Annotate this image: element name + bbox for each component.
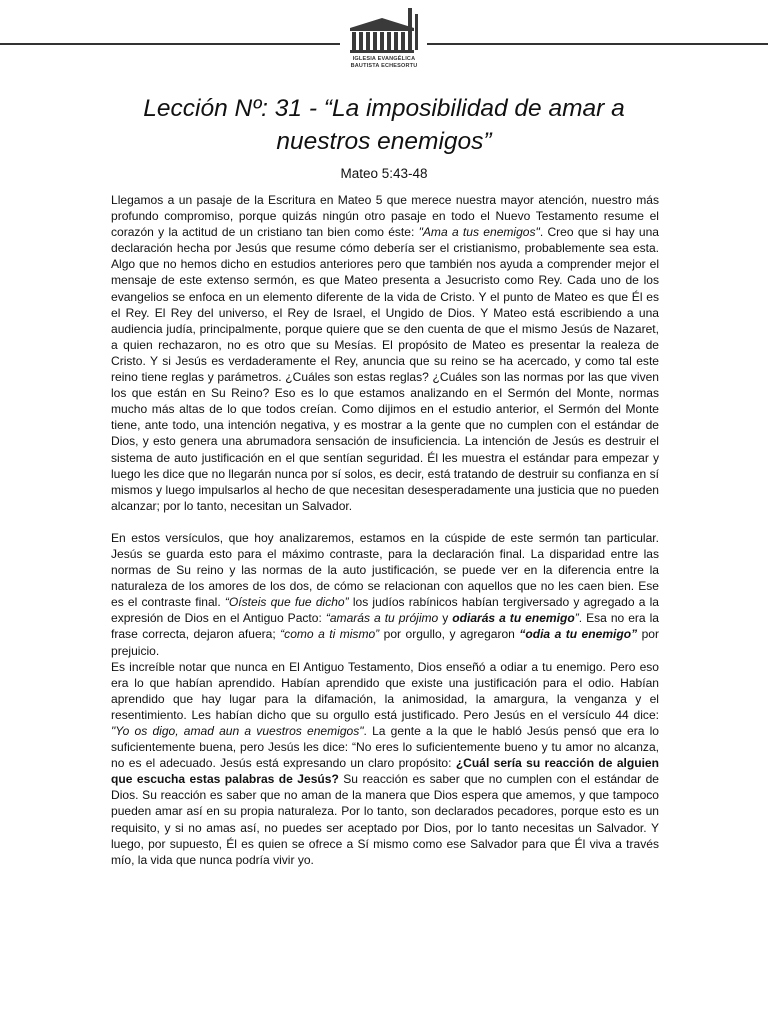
p1-text-2: . Creo que si hay una declaración hecha por Jesús que resume cómo debería ser el cristianismo, probablemente sea esta. Algo que no hemos dicho en estudios anteriores pero que también nos ayuda a comprender mejor el mensaje de este extenso sermón, es que Mateo presenta a Jesucristo como Rey. Cada uno de los evangelios se enfoca en un elemento diferente de la vida de Cristo. Y el punto de Mateo es que Él es el Rey. El Rey del universo, el Rey de Israel, el Ungido de Dios. Y Mateo está escribiendo a una audiencia judía, principalmente, porque quiere que se den cuenta de que el mismo Jesús de Nazaret, a quien rechazaron, no es otro que su Mesías. El propósito de Mateo es presentar la realeza de Cristo. Y si Jesús es verdaderamente el Rey, anuncia que su reino se ha acercado, y como tal este reino tiene reglas y parámetros. ¿Cuáles son estas reglas? ¿Cuáles son las normas por las que viven los que están en Su Reino? Eso es lo que estamos analizando en el Sermón del Monte, normas mucho más altas de lo que todos creían. Como dijimos en el estudio anterior, el Sermón del Monte tiene, ante todo, una intención negativa, y es mostrar a la gente que no cumplen con el estándar de Dios, y esto genera una abrumadora sensación de insuficiencia. La intención de Jesús es destruir el sistema de auto justificación en el que sentían seguridad. Él les muestra el estándar para empezar y luego les dice que no llegarán nunca por sí solos, es decir, está tratando de destruir su confianza en sí mismos y luego impulsarlos al hecho de que necesitan desesperadamente una justicia que no pueden alcanzar; por lo tanto, necesitan un Salvador. xyxy=(111,225,660,513)
paragraph-2 xyxy=(111,530,659,659)
lesson-title-line2: nuestros enemigos” xyxy=(276,128,492,155)
p3-text-1: Es increíble notar que nunca en El Antiguo Testamento, Dios enseñó a odiar a tu enemigo. Pero eso era lo que habían aprendido. Habían aprendido que existe una justificación para el odio. Habían aprendido que hay lugar para la difamación, la animosidad, la amargura, la venganza y el resentimiento. Les habían dicho que su orgullo está justificado. Pero Jesús en el versículo 44 dice: xyxy=(111,659,659,722)
p3-quote-1: "Yo os digo, amad aun a vuestros enemigos" xyxy=(111,724,364,738)
scripture-reference: Mateo 5:43-48 xyxy=(340,166,428,181)
p2-text-2: los judíos rabínicos habían tergiversado y agregado a la expresión de Dios en el Antiguo Pacto: xyxy=(111,595,659,626)
p2-text-4: . Esa no era la frase correcta, dejaron afuera; xyxy=(111,611,660,642)
p3-bold-question: ¿Cuál sería su reacción de alguien que escucha estas palabras de Jesús? xyxy=(111,756,659,787)
p3-text-2: . La gente a la que le habló Jesús pensó que era lo suficientemente buena, pero Jesús les dice: “No eres lo suficientemente bueno y tu amor no alcanza, no es el adecuado. Jesús está expresando un claro propósito: xyxy=(111,724,659,771)
header-rule-left xyxy=(0,43,340,45)
p2-quote-1: “Oísteis que fue dicho” xyxy=(224,595,349,610)
p2-quote-5: “como a ti mismo” xyxy=(280,627,380,642)
p2-quote-3: odiarás a tu enemigo xyxy=(452,611,575,626)
p2-text-5: por orgullo, y agregaron xyxy=(379,627,520,642)
lesson-title xyxy=(100,92,668,158)
paragraph-3 xyxy=(111,659,659,868)
church-logo xyxy=(344,6,424,78)
lesson-title-line1: Lección Nº: 31 - “La imposibilidad de amar a xyxy=(143,95,625,122)
p2-quote-2: “amarás a tu prójimo xyxy=(325,611,439,626)
page-header xyxy=(0,0,768,80)
header-rule-right xyxy=(427,43,768,45)
p2-text-6: por prejuicio. xyxy=(111,627,659,658)
logo-text-line2: BAUTISTA ECHESORTU xyxy=(350,63,418,69)
p1-quote-1: "Ama a tus enemigos" xyxy=(418,225,540,240)
p3-text-3: Su reacción es saber que no cumplen con el estándar de Dios. Su reacción es saber que no aman de la manera que Dios espera que amemos, y que tampoco pueden amar así en su propia naturaleza. Por lo tanto, son declarados pecadores, porque esto es un requisito, y si no amas así, no puedes ser aceptado por Dios, por lo tanto necesitas un Salvador. Y luego, por supuesto, Él es quien se ofrece a Sí mismo como ese Salvador para que Él viva a través mío, la vida que nunca podría vivir yo. xyxy=(111,772,660,867)
paragraph-1 xyxy=(111,192,659,514)
church-building-icon xyxy=(344,6,424,56)
p2-quote-6: “odia a tu enemigo” xyxy=(519,627,638,642)
p1-text-1: Llegamos a un pasaje de la Escritura en Mateo 5 que merece nuestra mayor atención, nuestro más profundo compromiso, porque quizás ningún otro pasaje en todo el Nuevo Testamento resume el corazón y la actitud de un cristiano tan bien como éste: xyxy=(111,193,659,240)
logo-text-line1: IGLESIA EVANGÉLICA xyxy=(352,56,416,62)
lesson-body xyxy=(111,192,659,868)
p2-quote-4: ” xyxy=(574,611,579,626)
p2-text-1: En estos versículos, que hoy analizaremos, estamos en la cúspide de este sermón tan particular. Jesús se guarda esto para el máximo contraste, para la declaración final. La disparidad entre las normas de Su reino y las normas de la auto justificación, se puede ver en la diferencia entre la naturaleza de los amores de los dos, de cómo se relacionan con aquellos que no les caen bien. Ese es el contraste final. xyxy=(111,530,659,610)
p2-text-3: y xyxy=(438,611,453,626)
